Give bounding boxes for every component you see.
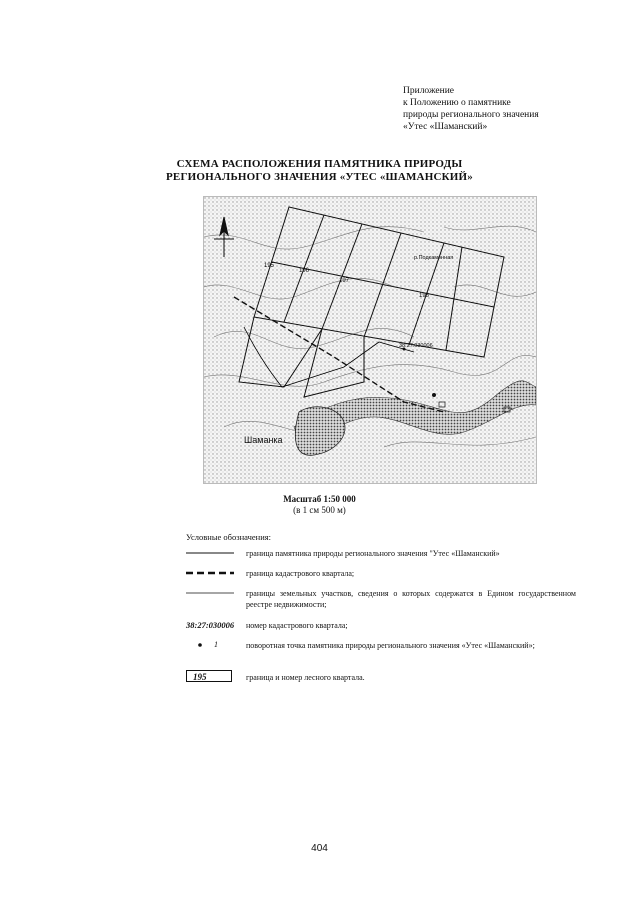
map-scale — [0, 494, 639, 516]
scale-note: (в 1 см 500 м) — [293, 505, 346, 515]
map-label-quarter: 197 — [339, 278, 350, 284]
cadastral-number-symbol — [186, 620, 246, 631]
map-drawing — [204, 197, 536, 483]
legend — [186, 548, 576, 683]
legend-title: Условные обозначения: — [186, 532, 272, 542]
legend-desc: граница кадастрового квартала; — [246, 569, 355, 578]
appendix-line: природы регионального значения — [403, 110, 539, 120]
forest-quarter-sample: 195 — [186, 670, 232, 682]
appendix-line: «Утес «Шаманский» — [403, 122, 488, 132]
page-number: 404 — [311, 843, 328, 854]
legend-desc: поворотная точка памятника природы регионального значения «Утес «Шаманский»; — [246, 641, 535, 650]
map-label-cadastral: 38:27:030006 — [399, 343, 433, 349]
forest-quarter-symbol — [186, 672, 246, 683]
appendix-header — [403, 85, 539, 133]
legend-desc: граница памятника природы регионального значения "Утес «Шаманский» — [246, 549, 500, 558]
turning-point-symbol — [186, 640, 246, 651]
appendix-line: к Положению о памятнике — [403, 98, 511, 108]
map-label-quarter: 196 — [299, 268, 310, 274]
map-label-village: Шаманка — [244, 435, 283, 445]
map-label-river: р.Подкаменная — [414, 255, 454, 261]
map-label-quarter: 198 — [419, 293, 430, 299]
scale-ratio: Масштаб 1:50 000 — [283, 494, 356, 504]
legend-item — [186, 672, 576, 683]
legend-item — [186, 548, 576, 568]
cadastral-number-sample: 38:27:030006 — [186, 620, 235, 630]
legend-desc: номер кадастрового квартала; — [246, 621, 348, 630]
appendix-line: Приложение — [403, 86, 454, 96]
legend-item — [186, 620, 576, 640]
title-line: СХЕМА РАСПОЛОЖЕНИЯ ПАМЯТНИКА ПРИРОДЫ — [176, 158, 463, 170]
turning-point-number: 1 — [214, 640, 218, 649]
legend-item — [186, 568, 576, 588]
legend-item — [186, 640, 576, 672]
legend-desc: граница и номер лесного квартала. — [246, 673, 365, 682]
map-label-quarter: 195 — [264, 263, 275, 269]
page-title — [0, 158, 639, 184]
location-map — [203, 196, 537, 484]
monument-boundary-symbol — [186, 548, 246, 559]
title-line: РЕГИОНАЛЬНОГО ЗНАЧЕНИЯ «УТЕС «ШАМАНСКИЙ» — [165, 171, 473, 183]
legend-item — [186, 588, 576, 620]
cadastral-boundary-symbol — [186, 568, 246, 579]
legend-desc: границы земельных участков, сведения о которых содержатся в Едином государственном реестре недвижимости; — [246, 589, 576, 609]
land-parcel-boundary-symbol — [186, 588, 246, 599]
